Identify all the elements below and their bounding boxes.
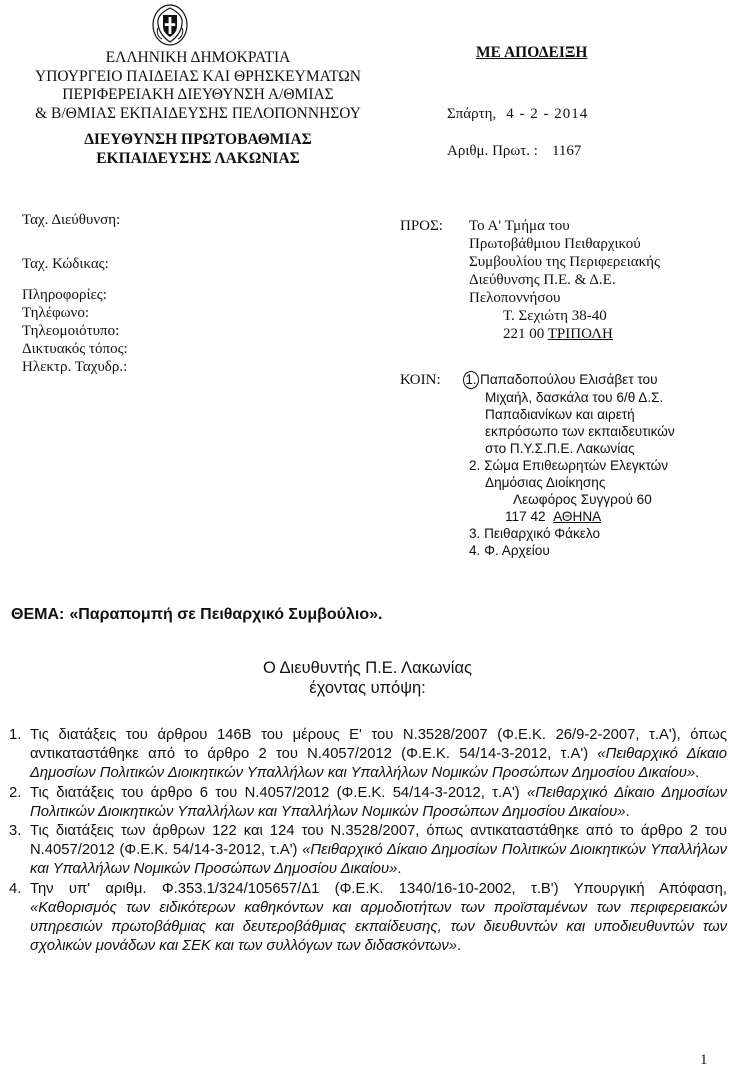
item-title: «Πειθαρχικό Δίκαιο Δημοσίων Πολιτικών Διοικητικών Υπαλλήλων και Υπαλλήλων Νομικών Προσώπων Δημοσίου Δικαίου» xyxy=(30,842,727,878)
greek-coat-of-arms-icon xyxy=(152,4,188,46)
circled-number: 1. xyxy=(463,371,479,389)
item-body: Τις διατάξεις του άρθρο 6 του Ν.4057/2012 (Φ.Ε.Κ. 54/14-3-2012, τ.Α') xyxy=(30,784,528,801)
department-line: ΕΚΠΑΙΔΕΥΣΗΣ ΛΑΚΩΝΙΑΣ xyxy=(96,149,300,167)
date: 4 - 2 - 2014 xyxy=(506,106,589,122)
recipient-line: Διεύθυνσης Π.Ε. & Δ.Ε. xyxy=(469,272,616,288)
cc-line: Παπαδοπούλου Ελισάβετ του xyxy=(480,372,658,387)
authority-line: ΠΕΡΙΦΕΡΕΙΑΚΗ ΔΙΕΥΘΥΝΣΗ Α/ΘΜΙΑΣ xyxy=(62,86,334,103)
item-body: Τις διατάξεις του άρθρου 146Β του μέρους Ε' του Ν.3528/2007 (Φ.Ε.Κ. 26/9-2-2007, τ.Α'), όπως αντικαταστάθηκε από το άρθρο 2 του Ν.4057/2012 (Φ.Ε.Κ. 54/14-3-2012, τ.Α') xyxy=(30,727,727,763)
item-text xyxy=(30,822,727,880)
delivery-receipt-note: ΜΕ ΑΠΟΔΕΙΞΗ xyxy=(476,44,588,61)
item-text xyxy=(30,880,727,957)
place: Σπάρτη, xyxy=(447,106,497,122)
cc-item-2: 2. Σώμα Επιθεωρητών Ελεγκτών xyxy=(469,458,669,473)
considering-label: έχοντας υπόψη: xyxy=(309,679,426,697)
web-label: Δικτυακός τόπος: xyxy=(22,341,128,357)
cc-city: ΑΘΗΝΑ xyxy=(553,509,602,524)
item-body: Τις διατάξεις των άρθρων 122 και 124 του Ν.3528/2007, όπως αντικαταστάθηκε από το άρθρο 2 του Ν.4057/2012 (Φ.Ε.Κ. 54/14-3-2012, τ.Α') xyxy=(30,823,727,859)
recipient-city-line xyxy=(469,325,660,343)
cc-line: στο Π.Υ.Σ.Π.Ε. Λακωνίας xyxy=(485,441,635,456)
department-line: ΔΙΕΥΘΥΝΣΗ ΠΡΩΤΟΒΑΘΜΙΑΣ xyxy=(84,131,312,148)
item-title: «Καθορισμός των ειδικότερων καθηκόντων και αρμοδιοτήτων των προϊσταμένων των περιφερειακών υπηρεσιών πρωτοβάθμιας και δευτεροβάθμιας εκπαίδευσης, των διευθυντών και υποδιευθυντών των σχολικών μονάδων και ΣΕΚ και των συλλόγων των διδασκόντων» xyxy=(30,899,727,955)
contact-block xyxy=(22,211,128,376)
protocol-number: 1167 xyxy=(551,143,582,159)
cc-street: Λεωφόρος Συγγρού 60 xyxy=(513,492,652,507)
consideration-item xyxy=(9,822,727,880)
item-text xyxy=(30,784,727,822)
place-date xyxy=(447,106,588,123)
subject-label: ΘΕΜΑ: xyxy=(11,606,65,623)
item-end: . xyxy=(457,938,462,955)
director-heading xyxy=(0,658,735,698)
cc-postcode: 117 42 xyxy=(505,509,546,524)
cc-line: Μιχαήλ, δασκάλα του 6/θ Δ.Σ. xyxy=(485,390,664,405)
cc-label: ΚΟΙΝ: xyxy=(400,372,441,388)
recipient-line: Πελοποννήσου xyxy=(469,290,561,306)
item-body: Την υπ' αριθμ. Φ.353.1/324/105657/Δ1 (Φ.Ε.Κ. 1340/16-10-2002, τ.Β') Υπουργική Απόφαση, xyxy=(30,880,727,897)
protocol-label: Αριθμ. Πρωτ. : xyxy=(447,143,538,159)
recipient-line: Συμβουλίου της Περιφερειακής xyxy=(469,254,660,270)
authority-line: ΥΠΟΥΡΓΕΙΟ ΠΑΙΔΕΙΑΣ ΚΑΙ ΘΡΗΣΚΕΥΜΑΤΩΝ xyxy=(35,67,361,85)
cc-line: εκπρόσωπο των εκπαιδευτικών xyxy=(485,424,675,439)
director-title: Ο Διευθυντής Π.Ε. Λακωνίας xyxy=(263,659,472,677)
recipient-address xyxy=(469,217,660,343)
item-title: «Πειθαρχικό Δίκαιο Δημοσίων Πολιτικών Διοικητικών Υπαλλήλων και Υπαλλήλων Νομικών Προσώπων Δημοσίου Δικαίου» xyxy=(30,784,727,820)
authority-line: & Β/ΘΜΙΑΣ ΕΚΠΑΙΔΕΥΣΗΣ ΠΕΛΟΠΟΝΝΗΣΟΥ xyxy=(35,104,361,122)
authority-line: ΕΛΛΗΝΙΚΗ ΔΗΜΟΚΡΑΤΙΑ xyxy=(105,49,291,66)
item-end: . xyxy=(397,861,402,878)
item-title: «Πειθαρχικό Δίκαιο Δημοσίων Πολιτικών Διοικητικών Υπαλλήλων και Υπαλλήλων Νομικών Προσώπων Δημοσίου Δικαίου» xyxy=(30,746,727,782)
postcode-label: Ταχ. Κώδικας: xyxy=(22,256,109,272)
cc-city-line xyxy=(469,508,675,525)
subject-text: «Παραπομπή σε Πειθαρχικό Συμβούλιο». xyxy=(69,606,383,623)
issuing-authority xyxy=(8,49,388,168)
cc-item-3: 3. Πειθαρχικό Φάκελο xyxy=(469,526,600,541)
cc-item-1 xyxy=(465,371,675,389)
info-label: Πληροφορίες: xyxy=(22,287,107,303)
item-text xyxy=(30,726,727,784)
recipient-label: ΠΡΟΣ: xyxy=(400,218,443,234)
cc-list xyxy=(465,371,675,559)
recipient-line: Πρωτοβάθμιου Πειθαρχικού xyxy=(469,236,641,252)
cc-line: Παπαδιανίκων και αιρετή xyxy=(485,407,635,422)
consideration-item xyxy=(9,880,727,957)
department-name xyxy=(8,131,388,168)
recipient-street: Τ. Σεχιώτη 38-40 xyxy=(503,308,607,324)
protocol-number-line xyxy=(447,143,581,160)
item-end: . xyxy=(695,765,700,782)
email-label: Ηλεκτρ. Ταχυδρ.: xyxy=(22,359,128,375)
recipient-line: Το Α' Τμήμα του xyxy=(469,218,570,234)
item-number: 4. xyxy=(9,880,22,897)
item-number: 2. xyxy=(9,784,22,801)
item-number: 1. xyxy=(9,727,22,743)
recipient-city: ΤΡΙΠΟΛΗ xyxy=(547,326,613,342)
phone-label: Τηλέφωνο: xyxy=(22,305,90,321)
item-number: 3. xyxy=(9,823,22,840)
fax-label: Τηλεομοιότυπο: xyxy=(22,323,120,339)
consideration-item xyxy=(9,784,727,822)
cc-line: Δημόσιας Διοίκησης xyxy=(485,475,606,490)
considerations-list xyxy=(9,726,727,956)
page-number: 1 xyxy=(700,1052,708,1068)
recipient-postcode: 221 00 xyxy=(503,326,545,342)
cc-item-4: 4. Φ. Αρχείου xyxy=(469,543,550,558)
consideration-item xyxy=(9,726,727,784)
item-end: . xyxy=(625,803,630,820)
address-label: Ταχ. Διεύθυνση: xyxy=(22,212,121,228)
subject-line xyxy=(11,606,382,624)
